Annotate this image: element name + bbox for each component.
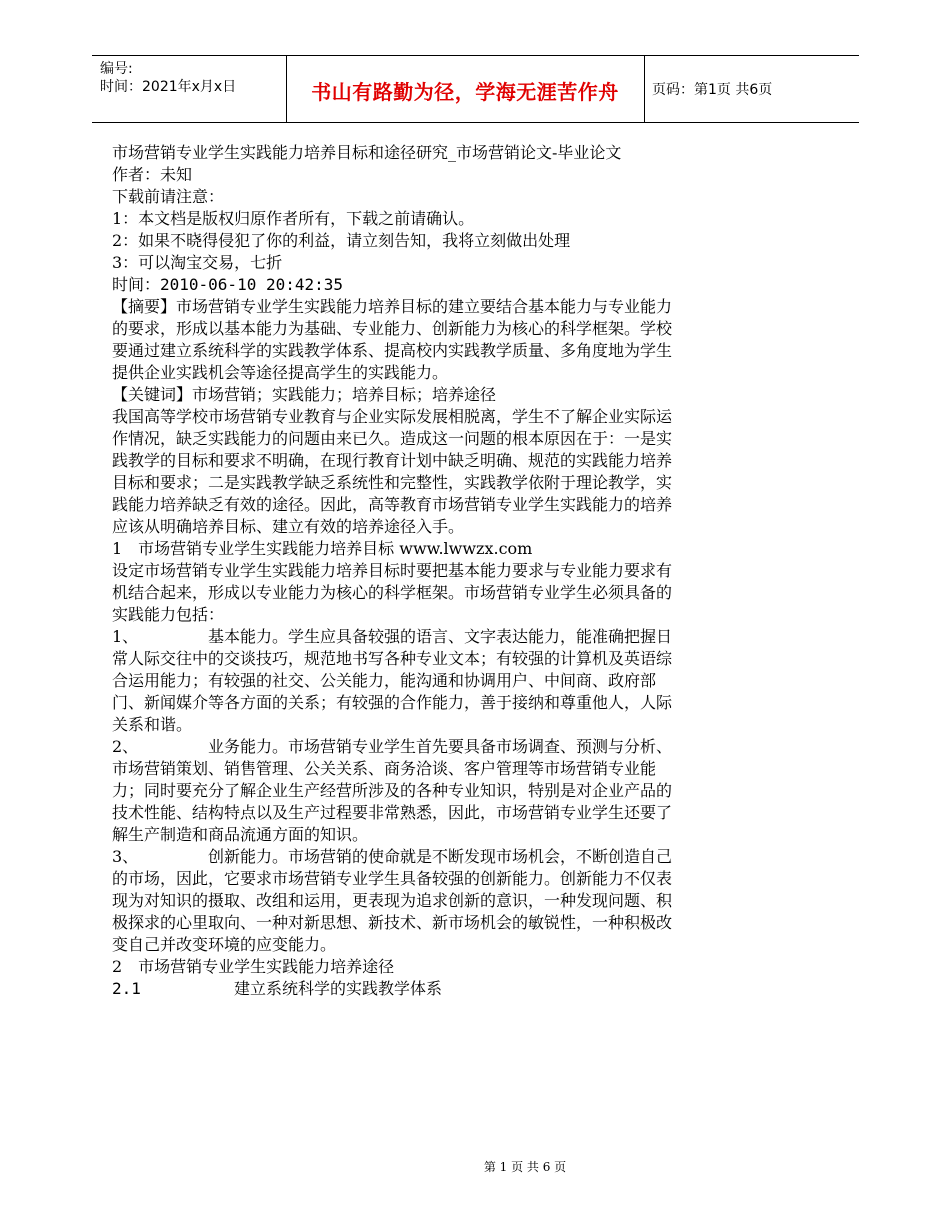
item-line: 关系和谐。 [112, 715, 193, 734]
document-body [112, 142, 772, 1000]
doc-author: 作者：未知 [112, 165, 193, 184]
abstract-line: 提供企业实践机会等途径提高学生的实践能力。 [112, 363, 449, 382]
notice-line: 2：如果不晓得侵犯了你的利益，请立刻告知，我将立刻做出处理 [112, 231, 571, 250]
doc-title: 市场营销专业学生实践能力培养目标和途径研究_市场营销论文-毕业论文 [112, 143, 622, 162]
notice-line: 3：可以淘宝交易，七折 [112, 253, 283, 272]
subsection-number: 2.1 [112, 979, 141, 998]
header-page-cell [644, 56, 859, 122]
item-line: 市场营销策划、销售管理、公关关系、商务洽谈、客户管理等市场营销专业能 [112, 759, 657, 778]
item-line: 技术性能、结构特点以及生产过程要非常熟悉，因此，市场营销专业学生还要了 [112, 803, 673, 822]
list-item-first-line [112, 736, 772, 758]
page-footer: 第 1 页 共 6 页 [483, 1160, 567, 1174]
abstract-line: 要通过建立系统科学的实践教学体系、提高校内实践教学质量、多角度地为学生 [112, 341, 673, 360]
abstract-line: 的要求，形成以基本能力为基础、专业能力、创新能力为核心的科学框架。学校 [112, 319, 673, 338]
motto: 书山有路勤为径，学海无涯苦作舟 [311, 80, 619, 104]
list-item-first-line [112, 626, 772, 648]
page-info: 页码：第1页 共6页 [652, 82, 773, 98]
item-line: 变自己并改变环境的应变能力。 [112, 935, 337, 954]
item-line: 门、新闻媒介等各方面的关系；有较强的合作能力，善于接纳和尊重他人，人际 [112, 693, 673, 712]
item-text: 业务能力。市场营销专业学生首先要具备市场调查、预测与分析、 [208, 737, 673, 756]
item-line: 的市场，因此，它要求市场营销专业学生具备较强的创新能力。创新能力不仅表 [112, 869, 673, 888]
section-heading: 2 市场营销专业学生实践能力培养途径 [112, 957, 395, 976]
item-line: 极探求的心里取向、一种对新思想、新技术、新市场机会的敏锐性，一种积极改 [112, 913, 673, 932]
item-number: 1、 [112, 627, 139, 646]
intro-line: 应该从明确培养目标、建立有效的培养途径入手。 [112, 517, 465, 536]
intro-line: 践教学的目标和要求不明确，在现行教育计划中缺乏明确、规范的实践能力培养 [112, 451, 673, 470]
intro-line: 我国高等学校市场营销专业教育与企业实际发展相脱离，学生不了解企业实际运 [112, 407, 673, 426]
number-label: 编号: [100, 61, 133, 77]
intro-line: 践能力培养缺乏有效的途径。因此，高等教育市场营销专业学生实践能力的培养 [112, 495, 673, 514]
item-number: 3、 [112, 847, 139, 866]
item-line: 现为对知识的摄取、改组和运用，更表现为追求创新的意识，一种发现问题、积 [112, 891, 673, 910]
item-number: 2、 [112, 737, 139, 756]
time-label: 时间：2021年x月x日 [100, 79, 237, 95]
section-body-line: 设定市场营销专业学生实践能力培养目标时要把基本能力要求与专业能力要求有 [112, 561, 673, 580]
section-body-line: 机结合起来，形成以专业能力为核心的科学框架。市场营销专业学生必须具备的 [112, 583, 673, 602]
list-item-first-line [112, 846, 772, 868]
keywords: 【关键词】市场营销；实践能力；培养目标；培养途径 [112, 385, 497, 404]
item-line: 解生产制造和商品流通方面的知识。 [112, 825, 369, 844]
item-line: 常人际交往中的交谈技巧，规范地书写各种专业文本；有较强的计算机及英语综 [112, 649, 673, 668]
page-header [92, 55, 859, 123]
subsection-title: 建立系统科学的实践教学体系 [234, 979, 443, 998]
section-body-line: 实践能力包括： [112, 605, 225, 624]
item-line: 力；同时要充分了解企业生产经营所涉及的各种专业知识，特别是对企业产品的 [112, 781, 673, 800]
intro-line: 作情况，缺乏实践能力的问题由来已久。造成这一问题的根本原因在于：一是实 [112, 429, 673, 448]
notice-line: 1：本文档是版权归原作者所有，下载之前请确认。 [112, 209, 475, 228]
subsection-heading [112, 978, 772, 1000]
item-text: 创新能力。市场营销的使命就是不断发现市场机会，不断创造自己 [208, 847, 673, 866]
header-meta-cell [92, 56, 287, 122]
item-line: 合运用能力；有较强的社交、公关能力，能沟通和协调用户、中间商、政府部 [112, 671, 657, 690]
item-text: 基本能力。学生应具备较强的语言、文字表达能力，能准确把握日 [208, 627, 673, 646]
header-motto-cell [286, 56, 645, 122]
notice-title: 下载前请注意： [112, 187, 225, 206]
intro-line: 目标和要求；二是实践教学缺乏系统性和完整性，实践教学依附于理论教学，实 [112, 473, 673, 492]
section-heading: 1 市场营销专业学生实践能力培养目标 www.lwwzx.com [112, 539, 533, 558]
doc-time: 时间：2010-06-10 20:42:35 [112, 275, 344, 294]
abstract-line: 【摘要】市场营销专业学生实践能力培养目标的建立要结合基本能力与专业能力 [112, 297, 673, 316]
